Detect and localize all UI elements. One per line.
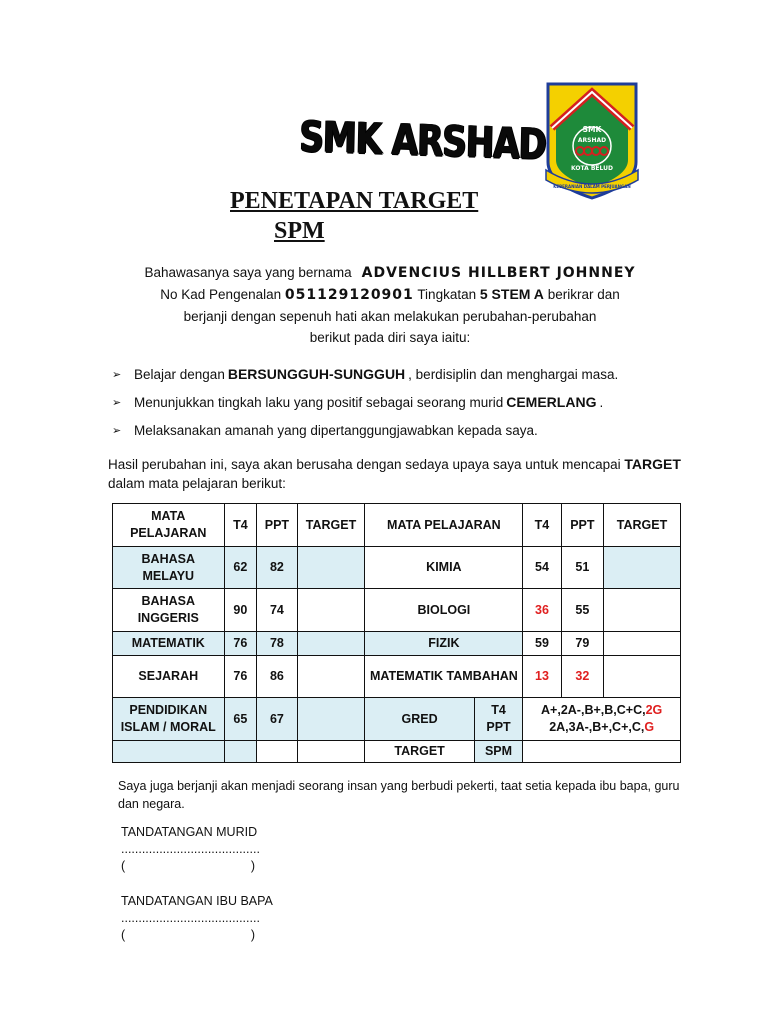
intro-paragraph bbox=[100, 262, 680, 348]
outcome-paragraph bbox=[108, 455, 688, 493]
school-name-logo: SMK ARSHAD bbox=[298, 112, 547, 171]
header-ppt: PPT bbox=[257, 504, 297, 547]
ppt-cell: 86 bbox=[257, 656, 297, 698]
signature-name-field[interactable]: ( ) bbox=[121, 859, 255, 873]
gred-ppt-label: PPT bbox=[486, 720, 511, 734]
subject-cell: MATEMATIK bbox=[113, 632, 225, 656]
signature-name-field[interactable]: ( ) bbox=[121, 928, 255, 942]
t4-cell: 59 bbox=[523, 632, 561, 656]
intro-prefix: Bahawasanya saya yang bernama bbox=[144, 265, 352, 280]
student-signature-block bbox=[121, 824, 260, 875]
header-target: TARGET bbox=[297, 504, 365, 547]
crest-top-text: SMK bbox=[582, 125, 602, 134]
table-header-row bbox=[113, 504, 681, 547]
subject-cell: SEJARAH bbox=[113, 656, 225, 698]
subject-cell: BAHASA INGGERIS bbox=[113, 589, 225, 632]
crest-bottom-text: KOTA BELUD bbox=[571, 165, 613, 172]
t4-cell: 54 bbox=[523, 547, 561, 589]
empty-cell bbox=[224, 741, 257, 763]
ic-number: 051129120901 bbox=[284, 287, 414, 303]
arrow-bullet-icon: ➢ bbox=[112, 396, 122, 409]
table-row bbox=[113, 547, 681, 589]
signature-label: TANDATANGAN MURID bbox=[121, 825, 258, 839]
subject-cell: BAHASA MELAYU bbox=[113, 547, 225, 589]
ppt-cell: 74 bbox=[257, 589, 297, 632]
ppt-cell: 51 bbox=[561, 547, 603, 589]
bullet-emphasis: BERSUNGGUH-SUNGGUH bbox=[227, 366, 406, 382]
title-line-1: PENETAPAN TARGET bbox=[230, 188, 479, 214]
t4-cell: 13 bbox=[523, 656, 561, 698]
crest-middle-text: ARSHAD bbox=[577, 137, 607, 144]
target-input-cell[interactable] bbox=[297, 656, 365, 698]
header-target: TARGET bbox=[604, 504, 681, 547]
signature-line[interactable]: ........................................ bbox=[121, 911, 260, 925]
t4-cell: 76 bbox=[224, 632, 257, 656]
t4-cell: 62 bbox=[224, 547, 257, 589]
subject-target-table bbox=[112, 503, 681, 763]
bullet-text: . bbox=[599, 394, 604, 410]
table-row bbox=[113, 741, 681, 763]
title-line-2: SPM bbox=[274, 218, 325, 244]
list-item bbox=[112, 360, 732, 388]
bullet-text: Belajar dengan bbox=[134, 366, 225, 382]
target-input-cell[interactable] bbox=[604, 547, 681, 589]
parent-signature-block bbox=[121, 893, 273, 944]
gred-ppt-scale: 2A,3A-,B+,C+,C,G bbox=[549, 720, 655, 734]
ppt-cell: 79 bbox=[561, 632, 603, 656]
outcome-emphasis: TARGET bbox=[624, 456, 681, 472]
t4-cell: 76 bbox=[224, 656, 257, 698]
list-item bbox=[112, 416, 732, 444]
t4-cell: 36 bbox=[523, 589, 561, 632]
t4-cell: 65 bbox=[224, 698, 257, 741]
header-t4: T4 bbox=[224, 504, 257, 547]
target-input-cell[interactable] bbox=[297, 547, 365, 589]
subject-cell: BIOLOGI bbox=[365, 589, 523, 632]
school-crest-icon bbox=[542, 80, 642, 202]
header-t4: T4 bbox=[523, 504, 561, 547]
arrow-bullet-icon: ➢ bbox=[112, 424, 122, 437]
target-input-cell[interactable] bbox=[604, 589, 681, 632]
target-input-cell[interactable] bbox=[297, 632, 365, 656]
header-subject: MATA PELAJARAN bbox=[113, 504, 225, 547]
ppt-cell: 67 bbox=[257, 698, 297, 741]
spm-label: SPM bbox=[474, 741, 523, 763]
subject-cell: FIZIK bbox=[365, 632, 523, 656]
ppt-cell: 82 bbox=[257, 547, 297, 589]
pledge-bullet-list bbox=[112, 360, 732, 444]
t4-cell: 90 bbox=[224, 589, 257, 632]
table-row bbox=[113, 656, 681, 698]
empty-cell bbox=[257, 741, 297, 763]
empty-cell bbox=[113, 741, 225, 763]
gred-label: GRED bbox=[365, 698, 474, 741]
target-input-cell[interactable] bbox=[297, 698, 365, 741]
intro-line-3: berjanji dengan sepenuh hati akan melakukan perubahan-perubahan bbox=[183, 309, 597, 324]
ic-label: No Kad Pengenalan bbox=[160, 287, 282, 302]
intro-suffix: berikrar dan bbox=[547, 287, 620, 302]
arrow-bullet-icon: ➢ bbox=[112, 368, 122, 381]
page-title bbox=[230, 186, 478, 246]
gred-scale bbox=[523, 698, 681, 741]
crest-ribbon-text: KEBERANIAN DALAM PERJUANGAN bbox=[553, 184, 631, 189]
ppt-cell: 32 bbox=[561, 656, 603, 698]
class-name: 5 STEM A bbox=[479, 286, 544, 302]
intro-line-4: berikut pada diri saya iaitu: bbox=[309, 330, 471, 345]
subject-cell: KIMIA bbox=[365, 547, 523, 589]
subject-cell: MATEMATIK TAMBAHAN bbox=[365, 656, 523, 698]
table-row bbox=[113, 698, 681, 741]
student-name: ADVENCIUS HILLBERT JOHNNEY bbox=[361, 265, 636, 281]
target-input-cell[interactable] bbox=[604, 632, 681, 656]
bullet-text: Menunjukkan tingkah laku yang positif sebagai seorang murid bbox=[134, 394, 504, 410]
target-input-cell[interactable] bbox=[297, 589, 365, 632]
target-input-cell[interactable] bbox=[604, 656, 681, 698]
class-label: Tingkatan bbox=[417, 287, 477, 302]
list-item bbox=[112, 388, 732, 416]
bullet-text: Melaksanakan amanah yang dipertanggungjawabkan kepada saya. bbox=[134, 422, 538, 438]
pledge-paragraph: Saya juga berjanji akan menjadi seorang insan yang berbudi pekerti, taat setia kepada ibu bapa, guru dan negara. bbox=[118, 779, 680, 811]
signature-line[interactable]: ........................................ bbox=[121, 842, 260, 856]
signature-label: TANDATANGAN IBU BAPA bbox=[121, 894, 273, 908]
header-subject: MATA PELAJARAN bbox=[365, 504, 523, 547]
outcome-text-line-2: dalam mata pelajaran berikut: bbox=[108, 476, 286, 491]
ppt-cell: 55 bbox=[561, 589, 603, 632]
bullet-emphasis: CEMERLANG bbox=[506, 394, 597, 410]
table-row bbox=[113, 632, 681, 656]
gred-t4-scale: A+,2A-,B+,B,C+C,2G bbox=[541, 703, 663, 717]
outcome-text: Hasil perubahan ini, saya akan berusaha dengan sedaya upaya saya untuk mencapai bbox=[108, 457, 621, 472]
empty-cell bbox=[297, 741, 365, 763]
bullet-text: , berdisiplin dan menghargai masa. bbox=[408, 366, 619, 382]
subject-cell: PENDIDIKAN ISLAM / MORAL bbox=[113, 698, 225, 741]
target-spm-input-cell[interactable] bbox=[523, 741, 681, 763]
gred-t4-label: T4 bbox=[491, 703, 506, 717]
header-ppt: PPT bbox=[561, 504, 603, 547]
ppt-cell: 78 bbox=[257, 632, 297, 656]
target-row-label: TARGET bbox=[365, 741, 474, 763]
table-row bbox=[113, 589, 681, 632]
gred-level-labels bbox=[474, 698, 523, 741]
